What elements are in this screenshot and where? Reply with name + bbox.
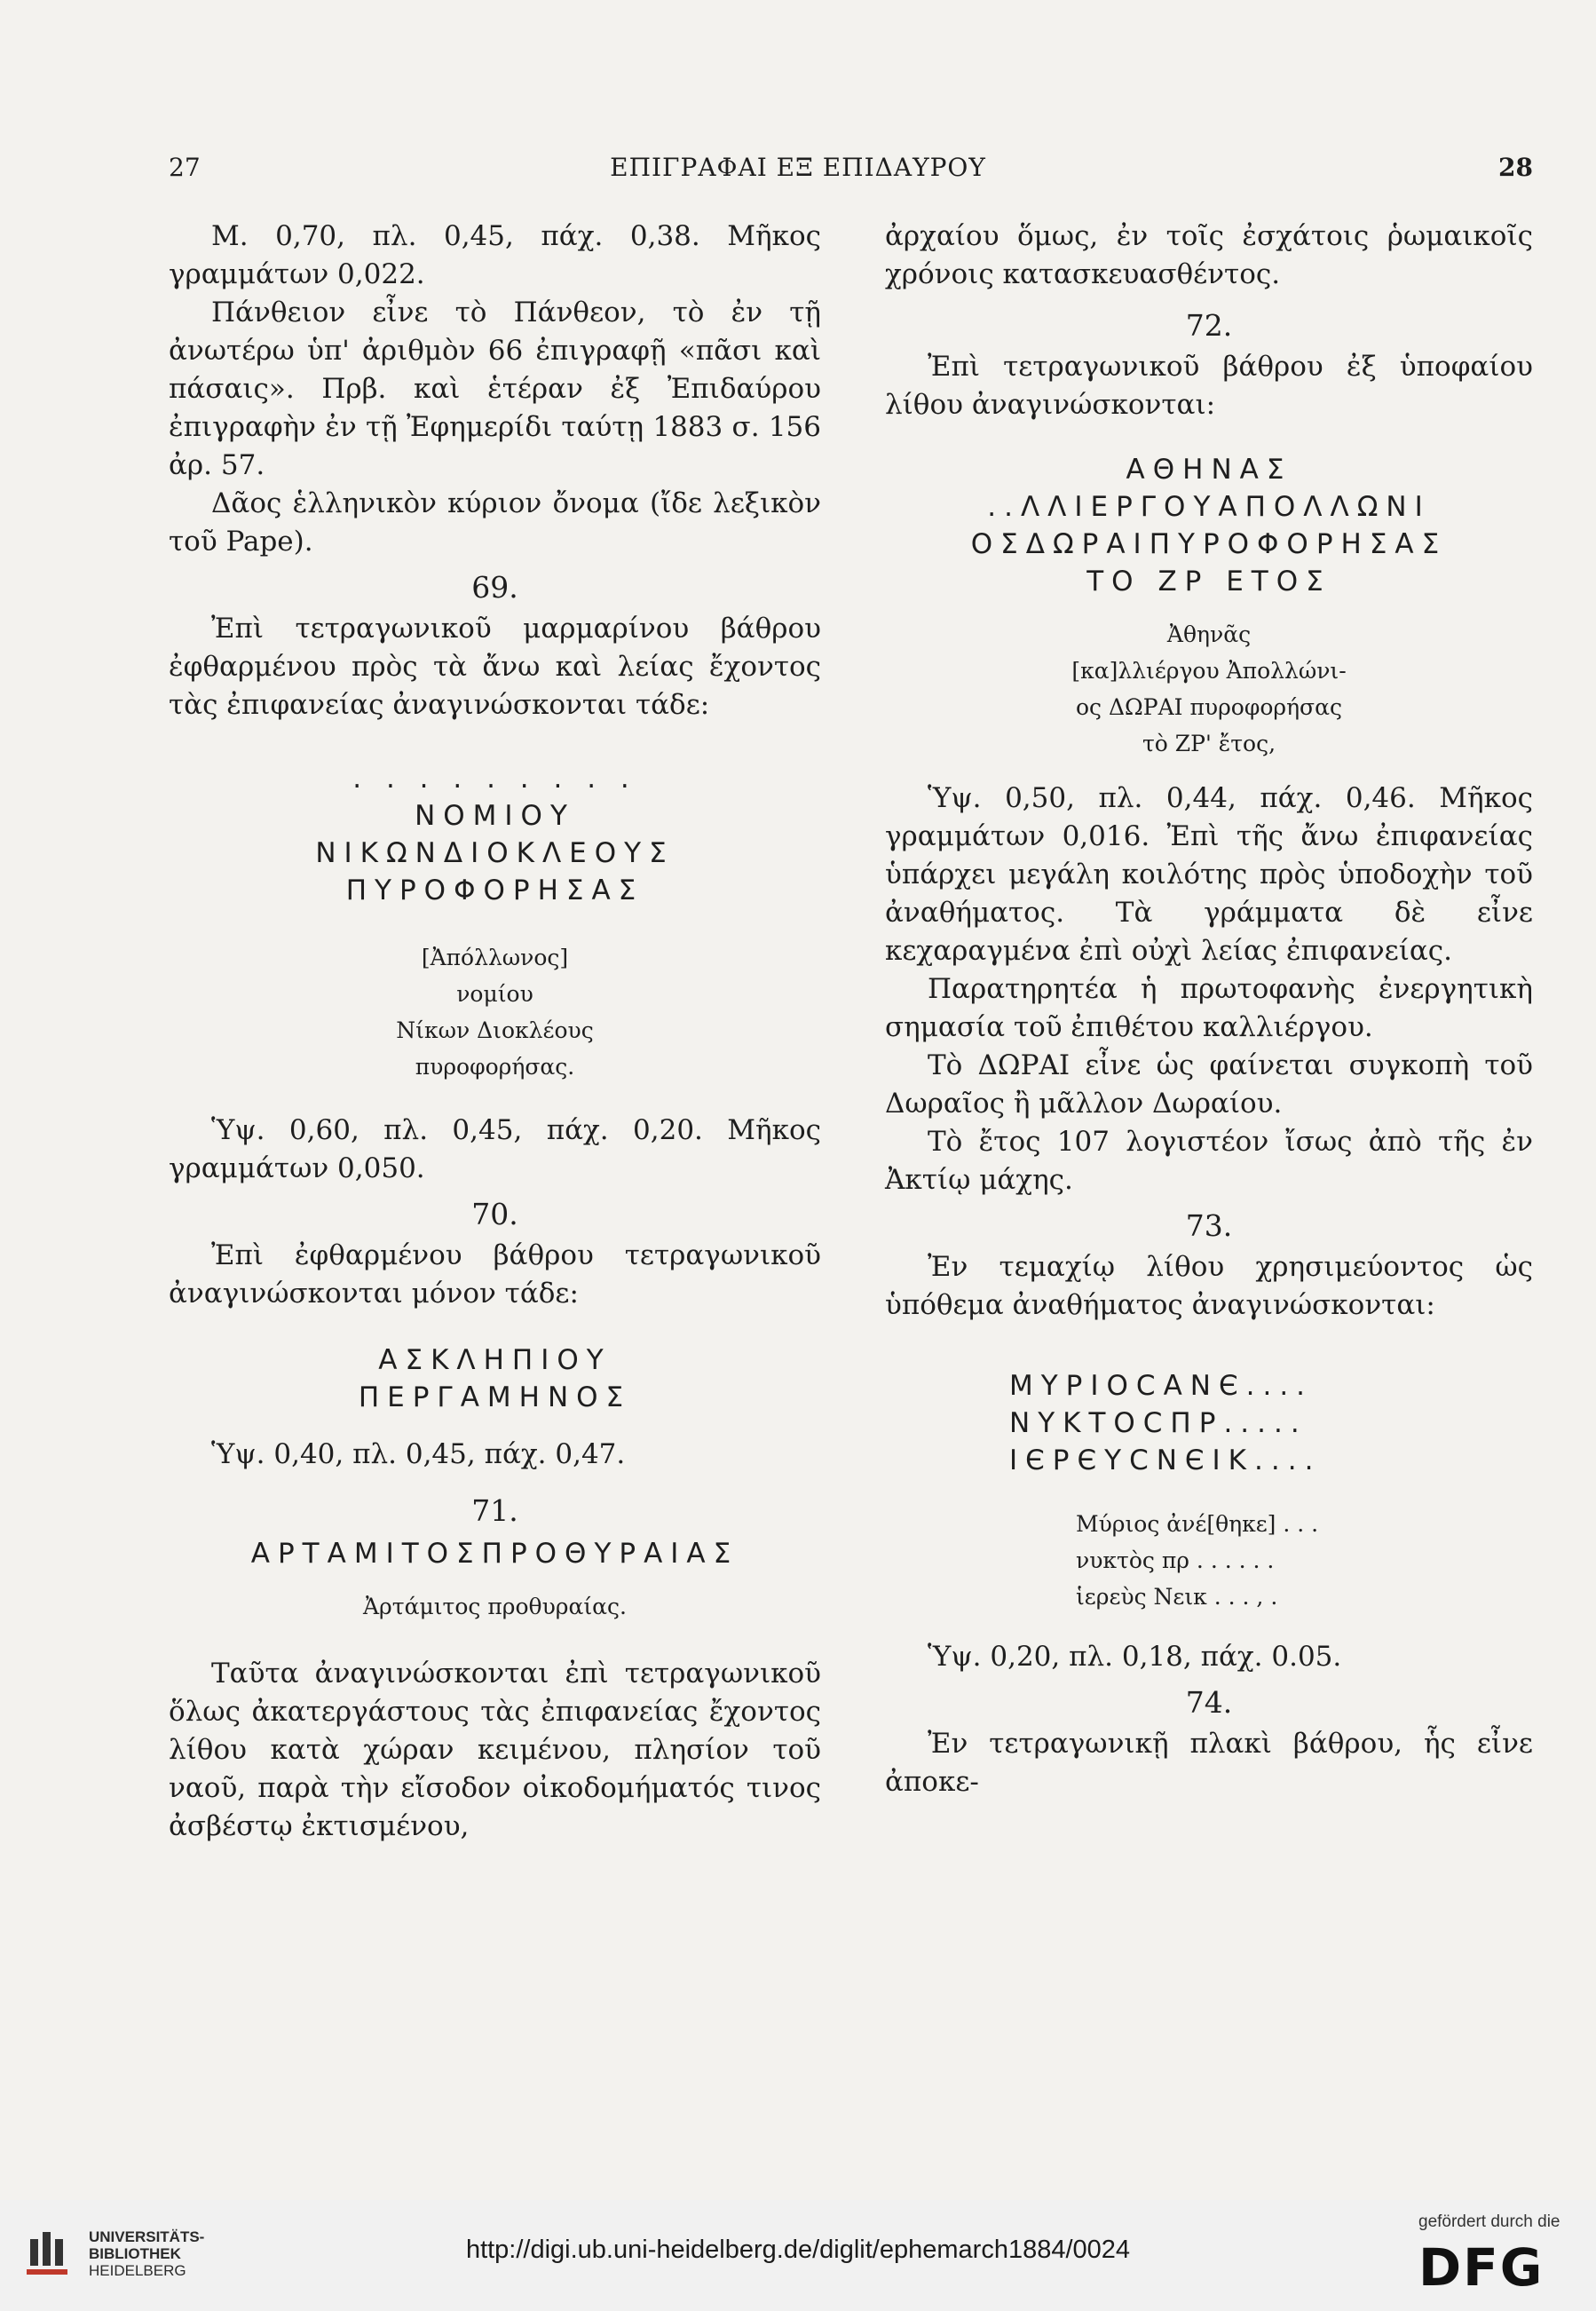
paragraph: Μ. 0,70, πλ. 0,45, πάχ. 0,38. Μῆκος γραμμάτων 0,022. [169, 220, 821, 290]
inscription-line: ΝΙΚΩΝΔΙΟΚΛΕΟΥΣ [315, 837, 675, 869]
measurements: Ὑψ. 0,50, πλ. 0,44, πάχ. 0,46. Μῆκος γραμμάτων 0,016. Ἐπὶ τῆς ἄνω ἐπιφανείας ὑπάρχει μεγάλη κοιλότης πρὸς ὑποδοχὴν τοῦ ἀναθήματος. Τὰ γράμματα δὲ εἶνε κεχαραγμένα ἐπὶ οὐχὶ λείας ἐπιφανείας. [885, 782, 1533, 967]
inscription-line: ΝΟΜΙΟΥ [415, 800, 575, 832]
entry-number: 74. [1185, 1685, 1233, 1720]
entry-number: 70. [471, 1197, 518, 1231]
left-page-number: 27 [169, 153, 201, 182]
paragraph: Τὸ ΔΩΡΑΙ εἶνε ὡς φαίνεται συγκοπὴ τοῦ Δωραῖος ἢ μᾶλλον Δωραίου. [885, 1049, 1533, 1120]
paragraph: Δᾶος ἑλληνικὸν κύριον ὄνομα (ἴδε λεξικὸν τοῦ Pape). [169, 487, 821, 558]
paragraph: ἀρχαίου ὅμως, ἐν τοῖς ἐσχάτοις ῥωμαικοῖς χρόνοις κατασκευασθέντος. [885, 220, 1533, 290]
inscription [1009, 1367, 1533, 1479]
transcription-line: Μύριος ἀνέ[θηκε] . . . [1076, 1511, 1319, 1537]
entry-number: 71. [471, 1493, 518, 1528]
inscription-line: ΙЄΡЄΥCΝЄΙΚ.... [1009, 1444, 1322, 1476]
paragraph: Τὸ ἔτος 107 λογιστέον ἴσως ἀπὸ τῆς ἐν Ἀκτίῳ μάχης. [885, 1126, 1533, 1196]
inscription-line: ΠΥΡΟΦΟΡΗΣΑΣ [345, 875, 644, 906]
paragraph: Ἐν τεμαχίῳ λίθου χρησιμεύοντος ὡς ὑπόθεμα ἀναθήματος ἀναγινώσκονται: [885, 1251, 1533, 1321]
transcription-line: [Ἀπόλλωνος] [421, 945, 569, 970]
entry-number: 69. [471, 570, 518, 605]
transcription: Ἀρτάμιτος προθυραίας. [363, 1594, 627, 1619]
transcription [885, 616, 1533, 762]
right-column [885, 218, 1533, 1801]
paragraph: Ταῦτα ἀναγινώσκονται ἐπὶ τετραγωνικοῦ ὅλως ἀκατεργάστους τὰς ἐπιφανείας ἔχοντος λίθου κατὰ χώραν κειμένου, πλησίον τοῦ ναοῦ, παρὰ τὴν εἴσοδον οἰκοδομήματός τινος ἀσβέστῳ ἐκτισμένου, [169, 1658, 821, 1842]
transcription-line: Νίκων Διοκλέους [396, 1017, 594, 1043]
library-name: UNIVERSITÄTS- BIBLIOTHEK HEIDELBERG [89, 2228, 205, 2279]
transcription-line: Ἀθηνᾶς [1166, 621, 1252, 647]
paragraph: Πάνθειον εἶνε τὸ Πάνθεον, τὸ ἐν τῇ ἀνωτέρω ὑπ' ἀριθμὸν 66 ἐπιγραφῇ «πᾶσι καὶ πάσαις». Πρβ. καὶ ἑτέραν ἐξ Ἐπιδαύρου ἐπιγραφὴν ἐν τῇ Ἐφημερίδι ταύτῃ 1883 σ. 156 ἀρ. 57. [169, 297, 821, 481]
entry-number: 73. [1185, 1208, 1233, 1243]
viewer-footer [0, 2200, 1596, 2311]
permalink-url[interactable]: http://digi.ub.uni-heidelberg.de/diglit/ephemarch1884/0024 [465, 2236, 1131, 2264]
transcription-line: ἱερεὺς Νεικ . . . , . [1076, 1584, 1278, 1610]
paragraph: Ἐπὶ τετραγωνικοῦ βάθρου ἐξ ὑποφαίου λίθου ἀναγινώσκονται: [885, 351, 1533, 421]
paragraph: Ἐν τετραγωνικῇ πλακὶ βάθρου, ἧς εἶνε ἀποκε- [885, 1728, 1533, 1798]
inscription-line: ΑΘΗΝΑΣ [1126, 454, 1292, 486]
transcription-line: νομίου [456, 981, 533, 1007]
inscription [169, 760, 821, 909]
running-title: ΕΠΙΓΡΑΦΑΙ ΕΞ ΕΠΙΔΑΥΡΟΥ [610, 153, 986, 182]
transcription [1076, 1506, 1533, 1615]
inscription-line: ..ΛΛΙΕΡΓΟΥΑΠΟΛΛΩΝΙ [987, 491, 1431, 523]
inscription-line: ΑΣΚΛΗΠΙΟΥ [378, 1344, 612, 1376]
left-column [169, 218, 821, 1846]
transcription-line: πυροφορήσας. [415, 1054, 575, 1080]
transcription [169, 939, 821, 1085]
inscription-line: ΜΥΡΙΟCΑΝЄ.... [1009, 1370, 1314, 1402]
transcription-line: ος ΔΩΡΑΙ πυροφορήσας [1075, 694, 1343, 720]
inscription: ΑΡΤΑΜΙΤΟΣΠΡΟΘΥΡΑΙΑΣ [250, 1538, 739, 1570]
inscription [169, 1341, 821, 1416]
transcription-line: [κα]λλιέργου Ἀπολλώνι- [1071, 658, 1347, 684]
transcription-line: τὸ ΖΡ' ἔτος, [1142, 731, 1276, 756]
right-page-number: 28 [1498, 153, 1533, 182]
dfg-logo: DFG [1418, 2237, 1545, 2298]
funding-label: gefördert durch die [1418, 2212, 1560, 2231]
measurements: Ὑψ. 0,20, πλ. 0,18, πάχ. 0.05. [928, 1641, 1342, 1673]
measurements: Ὑψ. 0,60, πλ. 0,45, πάχ. 0,20. Μῆκος γραμμάτων 0,050. [169, 1114, 821, 1184]
inscription-line: . . . . . . . . . [352, 763, 637, 795]
paragraph: Παρατηρητέα ἡ πρωτοφανὴς ἐνεργητικὴ σημασία τοῦ ἐπιθέτου καλλιέργου. [885, 973, 1533, 1043]
paragraph: Ἐπὶ τετραγωνικοῦ μαρμαρίνου βάθρου ἐφθαρμένου πρὸς τὰ ἄνω καὶ λείας ἔχοντος τὰς ἐπιφανείας ἀναγινώσκονται τάδε: [169, 613, 821, 721]
paragraph: Ἐπὶ ἐφθαρμένου βάθρου τετραγωνικοῦ ἀναγινώσκονται μόνον τάδε: [169, 1239, 821, 1310]
inscription-line: ΝΥΚΤΟCΠΡ..... [1009, 1407, 1308, 1439]
inscription-line: ΠΕΡΓΑΜΗΝΟΣ [358, 1381, 632, 1413]
measurements: Ὑψ. 0,40, πλ. 0,45, πάχ. 0,47. [211, 1438, 626, 1470]
inscription-line: ΤΟ ΖΡ ΕΤΟΣ [1086, 566, 1331, 598]
inscription-line: ΟΣΔΩΡΑΙΠΥΡΟΦΟΡΗΣΑΣ [970, 528, 1448, 560]
transcription-line: νυκτὸς πρ . . . . . . [1076, 1547, 1275, 1573]
entry-number: 72. [1185, 308, 1233, 343]
inscription [885, 451, 1533, 600]
